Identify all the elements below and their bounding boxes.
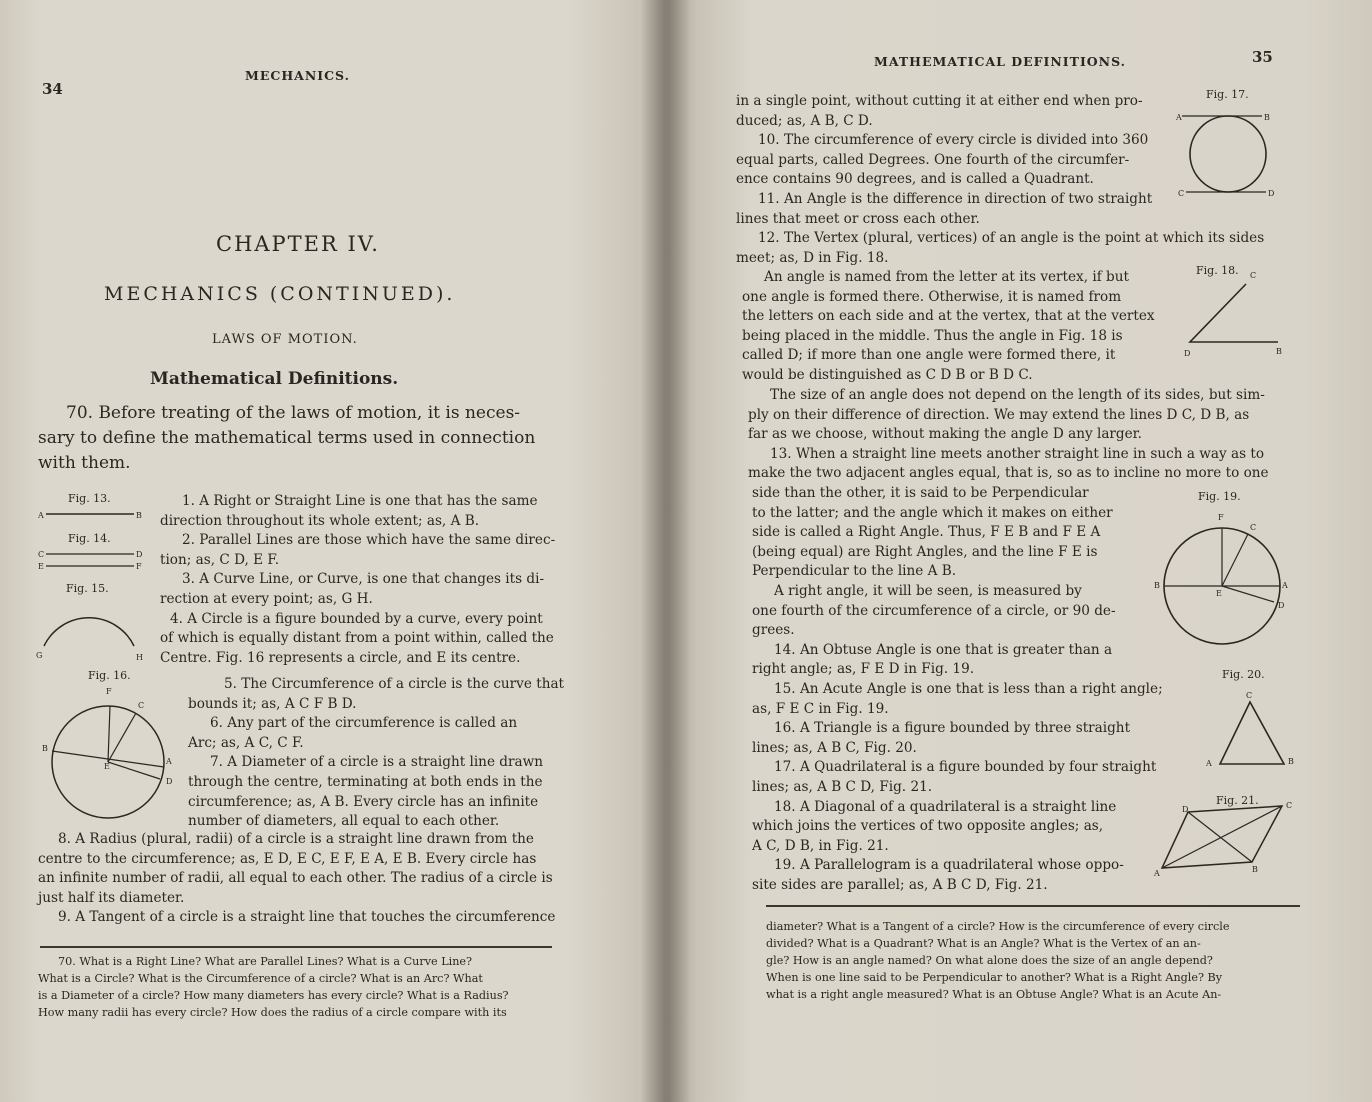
text-line: equal parts, called Degrees. One fourth of the circumfer- (736, 151, 1130, 168)
point-label-c: C (1250, 271, 1257, 280)
text-line: called D; if more than one angle were formed there, it (742, 347, 1116, 364)
text-line: side is called a Right Angle. Thus, F E B and F E A (752, 524, 1101, 541)
figure-label: Fig. 20. (1222, 668, 1265, 681)
text-line: Perpendicular to the line A B. (752, 563, 957, 580)
question-line: diameter? What is a Tangent of a circle? How is the circumference of every circle (766, 920, 1230, 933)
text-line: lines that meet or cross each other. (736, 210, 980, 227)
text-line: Arc; as, A C, C F. (188, 734, 304, 751)
text-line: 19. A Parallelogram is a quadrilateral whose oppo- (774, 857, 1124, 874)
point-label-d: D (1184, 349, 1191, 358)
text-line: make the two adjacent angles equal, that is, so as to incline no more to one (748, 465, 1269, 482)
text-line: A right angle, it will be seen, is measured by (774, 582, 1082, 599)
figure-label: Fig. 18. (1196, 264, 1239, 277)
text-line: which joins the vertices of two opposite angles; as, (752, 818, 1104, 835)
text-line: ence contains 90 degrees, and is called a Quadrant. (736, 171, 1094, 188)
intro-line: 70. Before treating of the laws of motion, it is neces- (66, 403, 521, 423)
point-label-e: E (104, 762, 110, 771)
point-label-d: D (136, 550, 143, 559)
figure-15 (34, 578, 154, 663)
chapter-subtitle: MECHANICS (CONTINUED). (104, 283, 456, 305)
text-line: 12. The Vertex (plural, vertices) of an angle is the point at which its sides (758, 230, 1265, 247)
point-label-d: D (166, 777, 173, 786)
text-line: direction throughout its whole extent; as, A B. (160, 512, 480, 529)
left-page (0, 0, 668, 1102)
point-label-b: B (42, 744, 48, 753)
figure-14 (38, 530, 148, 575)
text-line: bounds it; as, A C F B D. (188, 695, 357, 712)
figure-label: Fig. 14. (68, 532, 111, 545)
text-line: site sides are parallel; as, A B C D, Fig. 21. (752, 876, 1048, 893)
text-line: 4. A Circle is a figure bounded by a curve, every point (170, 610, 543, 627)
point-label-a: A (1176, 113, 1182, 122)
question-line: gle? How is an angle named? On what alone does the size of an angle depend? (766, 954, 1213, 967)
point-label-b: B (1154, 581, 1160, 590)
text-line: rection at every point; as, G H. (160, 590, 373, 607)
text-line: an infinite number of radii, all equal to each other. The radius of a circle is (38, 870, 553, 887)
question-line: How many radii has every circle? How does the radius of a circle compare with its (38, 1006, 507, 1019)
text-line: lines; as, A B C D, Fig. 21. (752, 778, 933, 795)
figure-label: Fig. 15. (66, 582, 109, 595)
text-line: of which is equally distant from a point within, called the (160, 630, 554, 647)
figure-label: Fig. 19. (1198, 490, 1241, 503)
point-label-g: G (36, 651, 43, 660)
text-line: 3. A Curve Line, or Curve, is one that changes its di- (182, 571, 545, 588)
point-label-c: C (1286, 801, 1293, 810)
text-line: 18. A Diagonal of a quadrilateral is a straight line (774, 798, 1117, 815)
point-label-a: A (38, 511, 44, 520)
text-line: duced; as, A B, C D. (736, 112, 873, 129)
text-line: circumference; as, A B. Every circle has an infinite (188, 793, 539, 810)
point-label-b: B (1288, 757, 1294, 766)
text-line: 10. The circumference of every circle is divided into 360 (758, 132, 1149, 149)
text-line: one fourth of the circumference of a circle, or 90 de- (752, 602, 1116, 619)
text-line: to the latter; and the angle which it makes on either (752, 504, 1113, 521)
text-line: right angle; as, F E D in Fig. 19. (752, 661, 975, 678)
point-label-a: A (1154, 869, 1160, 878)
text-line: 7. A Diameter of a circle is a straight line drawn (210, 754, 544, 771)
figure-19 (1152, 488, 1292, 653)
point-label-c: C (1246, 691, 1253, 700)
point-label-d: D (1268, 189, 1275, 198)
point-label-f: F (1218, 513, 1224, 522)
figure-17 (1176, 86, 1286, 201)
point-label-f: F (106, 687, 112, 696)
text-line: (being equal) are Right Angles, and the line F E is (752, 543, 1098, 560)
text-line: in a single point, without cutting it at either end when pro- (736, 93, 1143, 109)
point-label-c: C (38, 550, 45, 559)
text-line: 1. A Right or Straight Line is one that has the same (182, 493, 538, 509)
page-number: 35 (1252, 48, 1273, 66)
text-line: 14. An Obtuse Angle is one that is greater than a (774, 641, 1113, 658)
footnote-rule (40, 946, 552, 948)
text-line: as, F E C in Fig. 19. (752, 700, 889, 717)
text-line: 2. Parallel Lines are those which have the same direc- (182, 532, 556, 549)
figure-label: Fig. 21. (1216, 794, 1259, 807)
figure-20 (1200, 664, 1300, 772)
definitions-8-9 (38, 830, 555, 928)
definitions-5-7 (188, 675, 564, 832)
text-line: centre to the circumference; as, E D, E C, E F, E A, E B. Every circle has (38, 850, 537, 867)
figure-21 (1154, 790, 1298, 880)
text-line: number of diameters, all equal to each other. (188, 813, 500, 830)
text-line: 15. An Acute Angle is one that is less than a right angle; (774, 680, 1163, 697)
figure-label: Fig. 13. (68, 492, 111, 505)
page-number: 34 (42, 80, 63, 98)
point-label-e: E (38, 562, 44, 571)
point-label-d: D (1278, 601, 1285, 610)
angle-size (748, 386, 1269, 484)
text-line: The size of an angle does not depend on the length of its sides, but sim- (770, 387, 1265, 403)
intro-paragraph (38, 401, 535, 476)
text-line: Centre. Fig. 16 represents a circle, and E its centre. (160, 649, 521, 666)
point-label-e: E (1216, 589, 1222, 598)
point-label-a: A (1282, 581, 1288, 590)
running-head: MATHEMATICAL DEFINITIONS. (874, 54, 1127, 69)
text-line: would be distinguished as C D B or B D C. (742, 366, 1033, 383)
text-line: tion; as, C D, E F. (160, 551, 280, 568)
text-line: just half its diameter. (38, 889, 185, 906)
point-label-b: B (1252, 865, 1258, 874)
angle-naming (742, 268, 1155, 386)
question-line: is a Diameter of a circle? How many diameters has every circle? What is a Radius? (38, 989, 509, 1002)
point-label-h: H (136, 653, 143, 662)
question-line: divided? What is a Quadrant? What is an Angle? What is the Vertex of an an- (766, 937, 1201, 950)
point-label-a: A (166, 757, 172, 766)
question-line: When is one line said to be Perpendicular to another? What is a Right Angle? By (766, 971, 1223, 984)
text-line: grees. (752, 622, 795, 639)
point-label-b: B (136, 511, 142, 520)
point-label-a: A (1206, 759, 1212, 768)
point-label-d: D (1182, 805, 1189, 814)
text-line: being placed in the middle. Thus the angle in Fig. 18 is (742, 327, 1123, 344)
question-line: What is a Circle? What is the Circumference of a circle? What is an Arc? What (38, 972, 483, 985)
definitions-1-4 (160, 492, 555, 668)
point-label-c: C (1250, 523, 1257, 532)
running-head: MECHANICS. (245, 68, 350, 83)
text-line: 9. A Tangent of a circle is a straight line that touches the circumference (58, 909, 556, 926)
right-page (668, 0, 1372, 1102)
text-line: through the centre, terminating at both ends in the (188, 773, 543, 790)
text-line: side than the other, it is said to be Perpendicular (752, 485, 1089, 501)
point-label-f: F (136, 562, 142, 571)
text-line: 17. A Quadrilateral is a figure bounded by four straight (774, 759, 1157, 776)
point-label-c: C (138, 701, 145, 710)
section-title: LAWS OF MOTION. (212, 332, 358, 347)
text-line: meet; as, D in Fig. 18. (736, 249, 889, 266)
figure-16 (40, 667, 180, 822)
footnote-rule (766, 905, 1300, 907)
text-line: the letters on each side and at the vertex, that at the vertex (742, 308, 1155, 325)
text-line: 13. When a straight line meets another straight line in such a way as to (770, 445, 1265, 462)
book-gutter (640, 0, 690, 1102)
review-questions (766, 918, 1229, 1003)
figure-13 (38, 490, 148, 520)
figure-label: Fig. 16. (88, 669, 131, 682)
section-heading: Mathematical Definitions. (150, 369, 399, 389)
question-line: what is a right angle measured? What is an Obtuse Angle? What is an Acute An- (766, 988, 1222, 1001)
figure-label: Fig. 17. (1206, 88, 1249, 101)
text-line: A C, D B, in Fig. 21. (752, 837, 889, 854)
text-line: one angle is formed there. Otherwise, it is named from (742, 288, 1122, 305)
chapter-title: CHAPTER IV. (216, 232, 380, 256)
text-line: 6. Any part of the circumference is called an (210, 715, 518, 732)
text-line: 8. A Radius (plural, radii) of a circle is a straight line drawn from the (58, 831, 534, 847)
intro-line: with them. (38, 453, 131, 473)
text-line: An angle is named from the letter at its vertex, if but (764, 269, 1129, 285)
text-line: lines; as, A B C, Fig. 20. (752, 739, 917, 756)
text-line: ply on their difference of direction. We may extend the lines D C, D B, as (748, 406, 1250, 423)
figure-18 (1182, 262, 1292, 357)
text-line: 16. A Triangle is a figure bounded by three straight (774, 720, 1131, 737)
intro-line: sary to define the mathematical terms used in connection (38, 428, 536, 448)
point-label-b: B (1264, 113, 1270, 122)
definitions-13-19 (752, 484, 1163, 895)
point-label-b: B (1276, 347, 1282, 356)
text-line: 11. An Angle is the difference in direction of two straight (758, 190, 1153, 207)
point-label-c: C (1178, 189, 1185, 198)
question-line: 70. What is a Right Line? What are Parallel Lines? What is a Curve Line? (58, 955, 473, 968)
review-questions (38, 953, 509, 1021)
text-line: 5. The Circumference of a circle is the curve that (224, 676, 565, 692)
text-line: far as we choose, without making the angle D any larger. (748, 426, 1142, 443)
